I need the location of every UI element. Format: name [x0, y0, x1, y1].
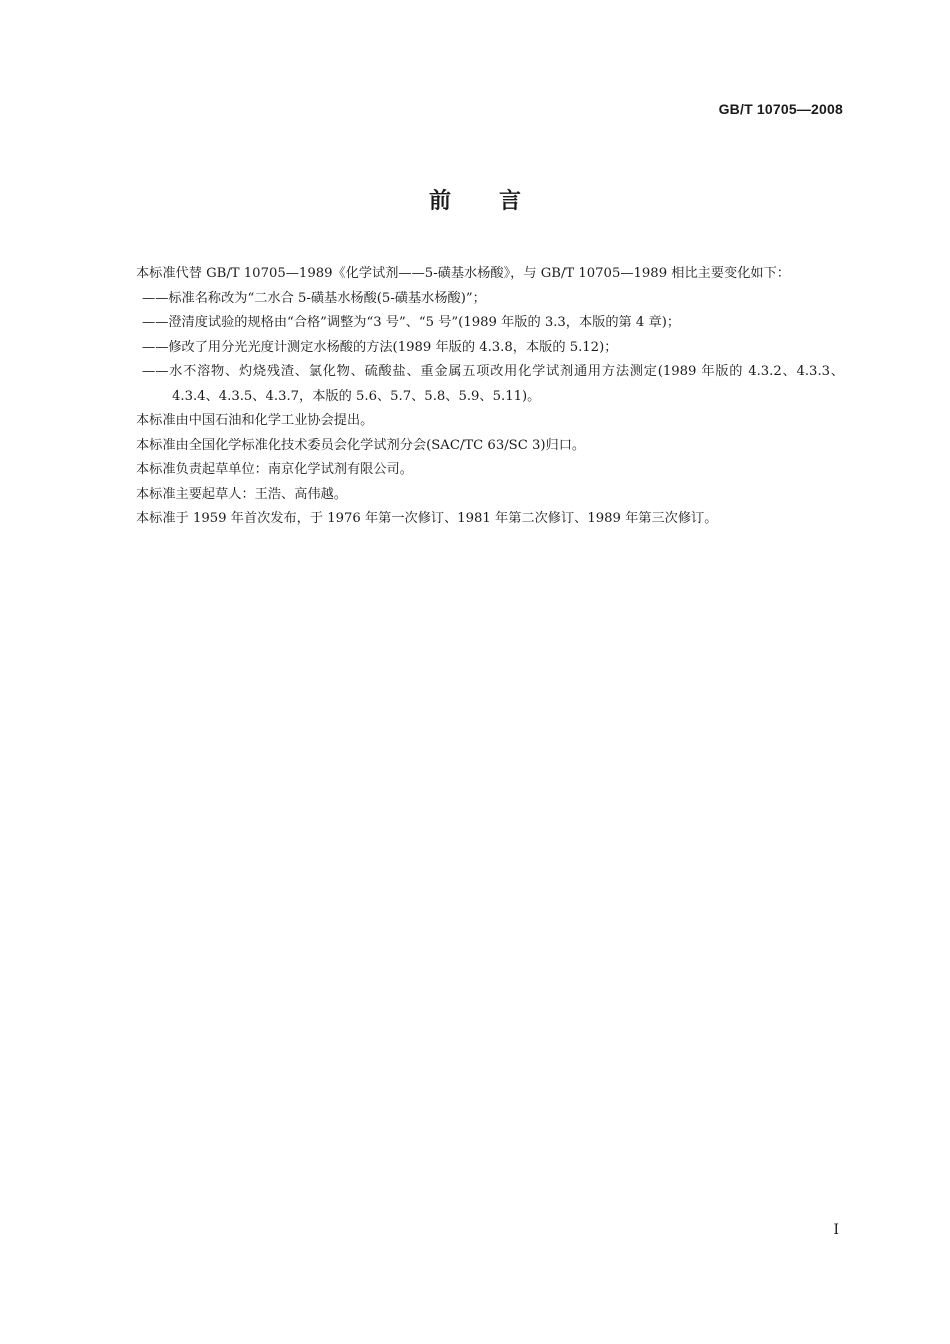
change-item-2: ——澄清度试验的规格由“合格”调整为“3 号”、“5 号”(1989 年版的 3.3，本版的第 4 章)；	[142, 315, 681, 330]
statement-drafting-unit: 本标准负责起草单位：南京化学试剂有限公司。	[136, 462, 413, 477]
page-title: 前言	[428, 189, 569, 214]
statement-drafters: 本标准主要起草人：王浩、高伟越。	[136, 486, 347, 502]
change-item-4: ——水不溶物、灼烧残渣、氯化物、硫酸盐、重金属五项改用化学试剂通用方法测定(1989 年版的 4.3.2、4.3.3、4.3.4、4.3.5、4.3.7，本版的 5.6、5.7、5.8、5.9、5.11)。	[142, 364, 844, 404]
preface-body	[108, 262, 844, 532]
intro-paragraph: 本标准代替 GB/T 10705—1989《化学试剂——5-磺基水杨酸》，与 GB/T 10705—1989 相比主要变化如下：	[136, 266, 790, 281]
change-item-1: ——标准名称改为“二水合 5-磺基水杨酸(5-磺基水杨酸)”；	[142, 290, 486, 306]
statement-committee: 本标准由全国化学标准化技术委员会化学试剂分会(SAC/TC 63/SC 3)归口。	[136, 437, 586, 453]
statement-history: 本标准于 1959 年首次发布，于 1976 年第一次修订、1981 年第二次修订、1989 年第三次修订。	[136, 511, 718, 526]
change-item-3: ——修改了用分光光度计测定水杨酸的方法(1989 年版的 4.3.8，本版的 5.12)；	[142, 339, 618, 355]
page-number: I	[833, 1222, 839, 1238]
statement-proposer: 本标准由中国石油和化学工业协会提出。	[136, 413, 374, 428]
document-code: GB/T 10705—2008	[718, 101, 843, 117]
